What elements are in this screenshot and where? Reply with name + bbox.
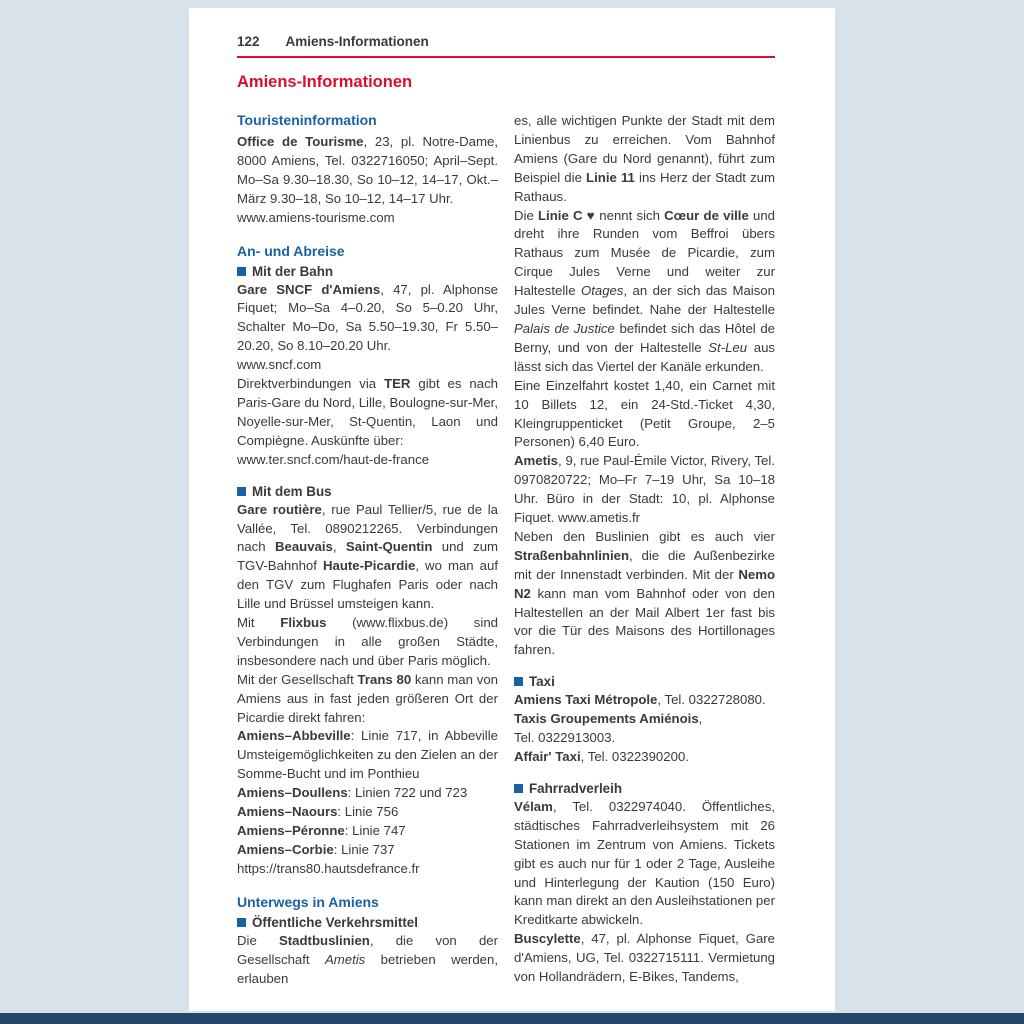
paragraph bbox=[514, 748, 775, 767]
paragraph bbox=[237, 932, 498, 989]
text-segment: https://trans80.hautsdefrance.fr bbox=[237, 860, 420, 876]
text-segment: Cœur de ville bbox=[664, 207, 749, 223]
text-segment: , wo man auf den TGV zum Flughafen Paris oder nach Lille und Brüssel umsteigen kann. bbox=[237, 558, 498, 612]
left-column bbox=[237, 112, 498, 988]
paragraph bbox=[514, 452, 775, 528]
text-segment: Palais de Justice bbox=[514, 320, 615, 336]
paragraph bbox=[237, 375, 498, 451]
text-segment: : Linie 737 bbox=[333, 841, 395, 857]
text-segment: Ametis bbox=[514, 453, 558, 469]
page-title: Amiens-Informationen bbox=[237, 73, 413, 91]
sub-heading-label: Mit der Bahn bbox=[252, 263, 334, 279]
text-segment: es, alle wichtigen Punkte der Stadt mit dem Linienbus zu erreichen. Vom Bahnhof Amiens (Gare du Nord genannt), führt zum Beispiel die bbox=[514, 113, 775, 185]
text-segment: Gare routière bbox=[237, 501, 322, 517]
paragraph bbox=[237, 281, 498, 357]
sub-heading bbox=[514, 781, 775, 796]
text-segment: befindet sich das Hôtel de Berny, und von der Haltestelle bbox=[514, 320, 775, 355]
text-segment: : Linie 747 bbox=[344, 823, 406, 838]
right-column bbox=[514, 112, 775, 988]
text-segment: St-Leu bbox=[708, 339, 748, 355]
text-segment: Neben den Buslinien gibt es auch vier bbox=[514, 528, 775, 544]
text-segment: Amiens–Doullens bbox=[237, 785, 348, 801]
text-segment: und dreht ihre Runden vom Beffroi übers Rathaus zum Musée de Picardie, zum Cirque Jules Verne und weiter zur Haltestelle bbox=[514, 207, 775, 299]
paragraph bbox=[514, 930, 775, 987]
text-segment: gibt es nach Paris-Gare du Nord, Lille, Boulogne-sur-Mer, Noyelle-sur-Mer, St-Quentin, Laon und Compiègne. Auskünfte über: bbox=[237, 376, 499, 448]
paragraph bbox=[237, 671, 498, 728]
sub-heading-label: Taxi bbox=[529, 674, 555, 690]
url-text bbox=[237, 451, 498, 470]
sub-heading-label: Fahrradverleih bbox=[529, 780, 623, 796]
text-segment: , 47, pl. Alphonse Fiquet, Gare d'Amiens, UG, Tel. 0322715111. Vermietung von Hollandrädern, E-Bikes, Tandems, bbox=[514, 931, 775, 985]
text-columns bbox=[237, 112, 775, 988]
text-segment: Amiens–Péronne bbox=[237, 823, 345, 838]
text-segment: , bbox=[332, 539, 346, 555]
text-segment: Buscylette bbox=[514, 931, 581, 947]
section-heading: Unterwegs in Amiens bbox=[237, 893, 379, 910]
text-segment: , Tel. 0322728080. bbox=[657, 692, 766, 708]
text-segment: und zum TGV-Bahnhof bbox=[237, 539, 499, 574]
text-segment: ins Herz der Stadt zum Rathaus. bbox=[514, 169, 775, 204]
text-segment: Eine Einzelfahrt kostet 1,40, ein Carnet mit 10 Billets 12, ein 24-Std.-Ticket 4,30, Kleingruppenticket (Petit Groupe, 2–5 Personen) 6,40 Euro. bbox=[514, 377, 775, 450]
text-segment: , Tel. 0322390200. bbox=[580, 749, 689, 764]
text-segment: Nemo N2 bbox=[514, 566, 775, 601]
text-segment: , die von der Gesellschaft bbox=[237, 932, 499, 967]
text-segment: Beauvais bbox=[274, 539, 333, 555]
text-segment: Affair' Taxi bbox=[514, 749, 581, 764]
square-bullet-icon bbox=[237, 487, 246, 496]
text-segment: , 47, pl. Alphonse Fiquet; Mo–Sa 4–0.20, So 5–0.20 Uhr, Schalter Mo–Do, Sa 5.50–19.30, Fr 5.50–20.20, So 8.10–20.20 Uhr. bbox=[237, 281, 498, 354]
text-segment: , die die Außenbezirke mit der Innenstadt verbinden. Mit der bbox=[514, 547, 775, 582]
square-bullet-icon bbox=[514, 677, 523, 686]
text-segment: , Tel. 0322974040. Öffentliches, städtisches Fahrradverleihsystem mit 26 Stationen im Zentrum von Amiens. Tickets gibt es auch nur für 1 oder 2 Tage, Ausleihe und Hinterlegung der Kaution (150 Euro) kann man direkt an den Ausleihstationen per Kreditkarte abwickeln. bbox=[514, 798, 775, 928]
sub-heading-label: Mit dem Bus bbox=[252, 483, 332, 499]
paragraph bbox=[514, 798, 775, 930]
text-segment: Linie C ♥ bbox=[538, 207, 596, 223]
text-segment: , rue Paul Tellier/5, rue de la Vallée, Tel. 0890212265. Verbindungen nach bbox=[237, 501, 498, 555]
sub-heading bbox=[514, 674, 775, 689]
paragraph bbox=[237, 784, 498, 803]
text-segment: , an der sich das Maison Jules Verne befindet. Nahe der Haltestelle bbox=[514, 283, 775, 318]
paragraph bbox=[237, 501, 498, 614]
paragraph bbox=[514, 377, 775, 453]
text-segment: , bbox=[698, 711, 703, 727]
text-segment: Mit der Gesellschaft bbox=[237, 671, 358, 687]
running-header-title: Amiens-Informationen bbox=[285, 34, 429, 49]
text-segment: Linie 11 bbox=[586, 169, 635, 185]
paragraph bbox=[237, 727, 498, 784]
text-segment: (www.flixbus.de) sind Verbindungen in alle großen Städte, insbesondere nach und über Paris möglich. bbox=[237, 615, 498, 668]
text-segment: : Linie 756 bbox=[337, 804, 399, 820]
text-segment: : Linien 722 und 723 bbox=[347, 785, 468, 801]
text-segment: betrieben werden, erlauben bbox=[237, 951, 498, 986]
paragraph bbox=[237, 822, 498, 841]
text-segment: Saint-Quentin bbox=[345, 539, 433, 555]
text-segment: Vélam bbox=[514, 798, 553, 814]
text-segment: Amiens–Naours bbox=[237, 804, 338, 820]
url-text bbox=[237, 356, 498, 375]
square-bullet-icon bbox=[237, 267, 246, 276]
text-segment: nennt sich bbox=[595, 207, 665, 223]
text-segment: Office de Tourisme bbox=[237, 134, 364, 149]
paragraph bbox=[237, 133, 498, 209]
paragraph bbox=[514, 112, 775, 207]
text-segment: kann man vom Bahnhof oder von den Haltestellen an der Mail Albert 1er fast bis vor die Tür des Maisons des Hortillonages fahren. bbox=[514, 585, 775, 658]
sub-heading-label: Öffentliche Verkehrsmittel bbox=[252, 914, 418, 930]
text-segment: www.amiens-tourisme.com bbox=[237, 209, 395, 225]
text-segment: Taxis Groupements Amiénois bbox=[514, 711, 699, 727]
text-segment: Otages bbox=[580, 283, 624, 299]
square-bullet-icon bbox=[237, 918, 246, 927]
paragraph bbox=[514, 691, 775, 710]
text-segment: www.ter.sncf.com/haut-de-france bbox=[237, 451, 430, 467]
running-header bbox=[237, 34, 775, 58]
text-segment: Die bbox=[237, 932, 279, 948]
text-segment: Straßenbahnlinien bbox=[514, 547, 630, 563]
text-segment: aus lässt sich das Viertel der Kanäle erkunden. bbox=[514, 339, 775, 374]
text-segment: kann man von Amiens aus in fast jeden größeren Ort der Picardie direkt fahren: bbox=[237, 671, 498, 725]
text-segment: Amiens–Abbeville bbox=[237, 728, 351, 744]
url-text bbox=[237, 860, 498, 879]
sub-heading bbox=[237, 264, 498, 279]
paragraph bbox=[237, 803, 498, 822]
text-segment: Amiens–Corbie bbox=[237, 841, 334, 857]
paragraph bbox=[514, 207, 775, 377]
url-text bbox=[237, 209, 498, 228]
text-segment: Mit bbox=[237, 615, 281, 631]
sub-heading bbox=[237, 915, 498, 930]
text-segment: , 23, pl. Notre-Dame, 8000 Amiens, Tel. 0322716050; April–Sept. Mo–Sa 9.30–18.30, So 10–12, 14–17, Okt.–März 9.30–18, So 10–12, 14–17 Uhr. bbox=[237, 134, 499, 206]
text-segment: Ametis bbox=[324, 951, 366, 967]
text-segment: Haute-Picardie bbox=[322, 558, 416, 574]
section-heading: Touristeninformation bbox=[237, 112, 377, 128]
text-segment: www.sncf.com bbox=[237, 357, 322, 373]
sub-heading bbox=[237, 484, 498, 499]
paragraph bbox=[514, 528, 775, 660]
page-number: 122 bbox=[237, 34, 260, 49]
paragraph bbox=[237, 614, 498, 671]
text-segment: Trans 80 bbox=[357, 671, 412, 687]
text-segment: Flixbus bbox=[280, 615, 327, 631]
paragraph bbox=[514, 710, 775, 729]
section-heading: An- und Abreise bbox=[237, 242, 345, 259]
text-segment: Direktverbindungen via bbox=[237, 376, 385, 392]
text-segment: : Linie 717, in Abbeville Umsteigemöglichkeiten zu den Zielen an der Somme-Bucht und im Ponthieu bbox=[237, 728, 498, 782]
paragraph bbox=[237, 841, 498, 860]
paragraph bbox=[514, 729, 775, 748]
text-segment: Stadtbuslinien bbox=[278, 932, 370, 948]
text-segment: Amiens Taxi Métropole bbox=[514, 692, 658, 708]
bottom-edge-bar bbox=[0, 1013, 1024, 1024]
text-segment: Tel. 0322913003. bbox=[514, 730, 616, 746]
text-segment: Gare SNCF d'Amiens bbox=[237, 281, 381, 297]
text-segment: , 9, rue Paul-Émile Victor, Rivery, Tel. 0970820722; Mo–Fr 7–19 Uhr, Sa 10–18 Uhr. Büro in der Stadt: 10, pl. Alphonse Fiquet. www.ametis.fr bbox=[514, 453, 775, 526]
book-page bbox=[189, 8, 835, 1011]
text-segment: TER bbox=[384, 376, 411, 392]
square-bullet-icon bbox=[514, 784, 523, 793]
text-segment: Die bbox=[514, 207, 538, 223]
